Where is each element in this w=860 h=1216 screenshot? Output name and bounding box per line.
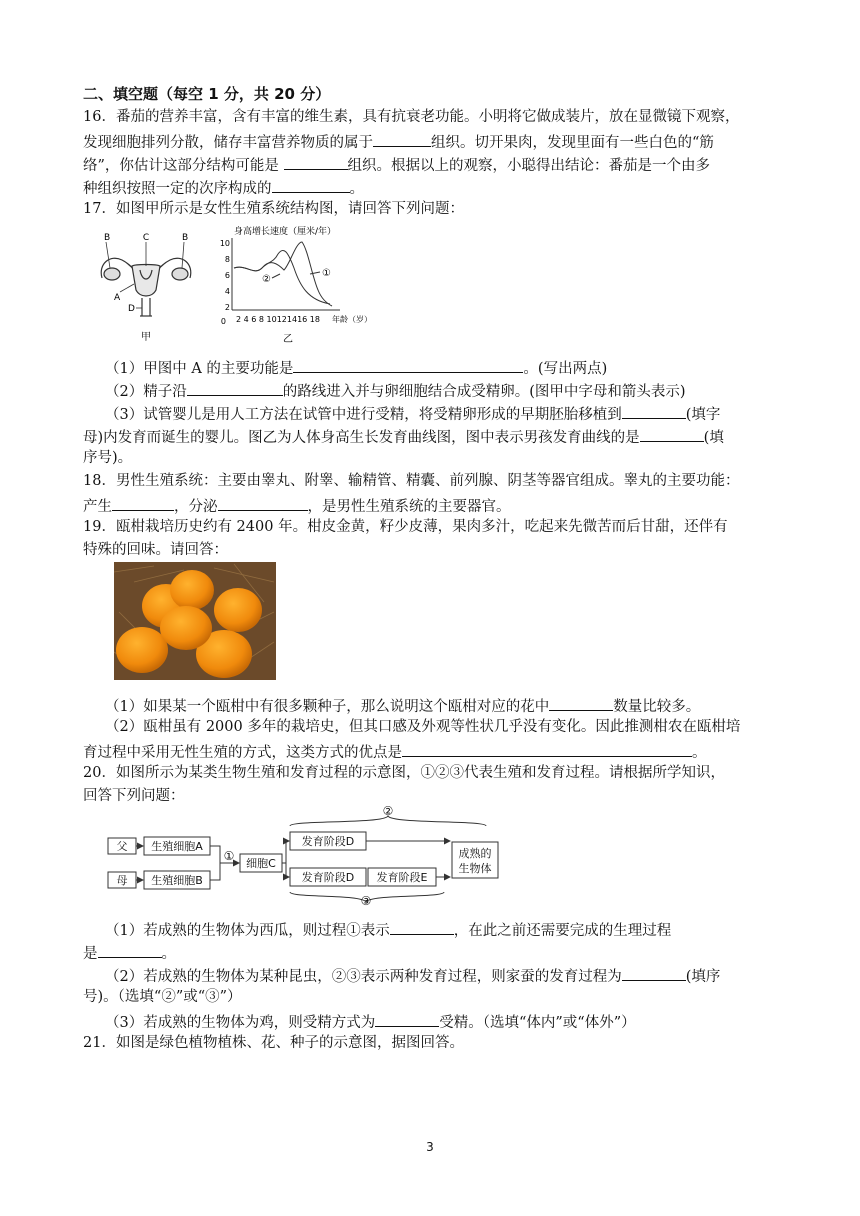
chart-x-label: 年龄（岁） <box>332 315 372 324</box>
cell-c-label: 细胞C <box>246 857 276 870</box>
brace-bottom-label: ③ <box>360 894 372 906</box>
q17-part-3-end: 序号)。 <box>83 450 133 466</box>
cell-b-label: 生殖细胞B <box>151 874 203 887</box>
female-reproductive-figure <box>96 226 196 344</box>
answer-blank[interactable] <box>375 1010 439 1027</box>
q16-line-3: 络”，你估计这部分结构可能是 组织。根据以上的观察，小聪得出结论：番茄是一个由多 <box>83 153 800 176</box>
section-title: 二、填空题（每空 1 分，共 20 分） <box>83 85 331 103</box>
orange <box>116 627 168 673</box>
stage-e-label: 发育阶段E <box>376 871 428 884</box>
q16-line-2: 发现细胞排列分散，储存丰富营养物质的属于 组织。切开果肉，发现里面有一些白色的“筋 <box>83 130 800 153</box>
answer-blank[interactable] <box>549 694 613 711</box>
label-d: D <box>128 304 135 314</box>
stage-d-bottom-label: 发育阶段D <box>301 871 355 884</box>
q20-line-1: 20．如图所示为某类生物生殖和发育过程的示意图，①②③代表生殖和发育过程。请根据所学知识， <box>83 765 725 781</box>
label-b-right: B <box>182 233 189 243</box>
brace-top-label: ② <box>382 806 394 818</box>
orange <box>214 588 262 632</box>
curve-2-label: ② <box>262 274 271 285</box>
mature-label-1: 成熟的 <box>458 847 492 860</box>
curve-2 <box>234 250 330 304</box>
q21-line-1: 21．如图是绿色植物植株、花、种子的示意图，据图回答。 <box>83 1035 464 1051</box>
q20-part-2: （2）若成熟的生物体为某种昆虫，②③表示两种发育过程，则家蚕的发育过程为 (填序 <box>105 964 800 987</box>
q17-part-2: （2）精子沿 的路线进入并与卵细胞结合成受精卵。(图甲中字母和箭头表示) <box>105 379 800 402</box>
q18-line-1: 18．男性生殖系统：主要由睾丸、附睾、输精管、精囊、前列腺、阴茎等器官组成。睾丸的主要功能： <box>83 473 740 489</box>
answer-blank[interactable] <box>373 130 431 147</box>
q20-part-2-cont: 号)。（选填“②”或“③”） <box>83 989 242 1005</box>
q17-line-1: 17．如图甲所示是女性生殖系统结构图，请回答下列问题： <box>83 201 464 217</box>
q20-part-1-cont: 是 。 <box>83 941 800 964</box>
q20-part-1: （1）若成熟的生物体为西瓜，则过程①表示 ，在此之前还需要完成的生理过程 <box>105 918 800 941</box>
chart-y-label: 身高增长速度（厘米/年） <box>234 227 337 237</box>
answer-blank[interactable] <box>284 153 348 170</box>
answer-blank[interactable] <box>640 425 704 442</box>
q19-line-1: 19．瓯柑栽培历史约有 2400 年。柑皮金黄，籽少皮薄，果肉多汁，吃起来先微苦而后甘甜，还伴有 <box>83 519 728 535</box>
answer-blank[interactable] <box>293 356 523 373</box>
q17-part-1: （1）甲图中 A 的主要功能是 。(写出两点) <box>105 356 800 379</box>
q19-part-1: （1）如果某一个瓯柑中有很多颗种子，那么说明这个瓯柑对应的花中 数量比较多。 <box>105 694 800 717</box>
q17-part-3: （3）试管婴儿是用人工方法在试管中进行受精，将受精卵形成的早期胚胎移植到 (填字 <box>105 402 800 425</box>
answer-blank[interactable] <box>218 494 308 511</box>
oranges-photo <box>114 562 276 680</box>
q16-line-1: 16．番茄的营养丰富，含有丰富的维生素，具有抗衰老功能。小明将它做成装片，放在显微镜下观察， <box>83 109 740 125</box>
q19-line-2: 特殊的回味。请回答： <box>83 542 228 558</box>
label-b-left: B <box>104 233 111 243</box>
answer-blank[interactable] <box>187 379 283 396</box>
answer-blank[interactable] <box>622 964 686 981</box>
q20-part-3: （3）若成熟的生物体为鸡，则受精方式为 受精。（选填“体内”或“体外”） <box>105 1010 800 1033</box>
q16-line-4: 种组织按照一定的次序构成的 。 <box>83 176 800 199</box>
answer-blank[interactable] <box>390 918 454 935</box>
answer-blank[interactable] <box>98 941 162 958</box>
y-tick: 4 <box>224 287 230 296</box>
step-1-label: ① <box>223 849 235 863</box>
mother-label: 母 <box>116 874 128 887</box>
y-tick: 6 <box>224 271 230 280</box>
q19-part-2-cont: 育过程中采用无性生殖的方式，这类方式的优点是 。 <box>83 740 800 763</box>
q20-line-2: 回答下列问题： <box>83 788 185 804</box>
stage-d-top-label: 发育阶段D <box>301 835 355 848</box>
answer-blank[interactable] <box>402 740 692 757</box>
figure-caption-yi: 乙 <box>283 334 293 345</box>
y-tick: 10 <box>219 239 230 248</box>
q19-part-2: （2）瓯柑虽有 2000 多年的栽培史，但其口感及外观等性状几乎没有变化。因此推测柑农在瓯柑培 <box>105 719 741 735</box>
y-tick: 2 <box>224 303 230 312</box>
mature-label-2: 生物体 <box>458 862 492 875</box>
father-label: 父 <box>116 840 128 853</box>
answer-blank[interactable] <box>112 494 174 511</box>
q17-part-3-cont: 母)内发育而诞生的婴儿。图乙为人体身高生长发育曲线图，图中表示男孩发育曲线的是 (填 <box>83 425 800 448</box>
q18-line-2: 产生 ，分泌 ，是男性生殖系统的主要器官。 <box>83 494 800 517</box>
answer-blank[interactable] <box>622 402 686 419</box>
height-growth-chart <box>212 224 382 346</box>
label-c: C <box>142 233 150 243</box>
curve-1 <box>234 242 332 306</box>
x-tick-labels: 2 4 6 8 10121416 18 <box>236 315 320 324</box>
page-number: 3 <box>426 1140 434 1154</box>
label-a: A <box>114 293 121 303</box>
y-tick-labels <box>220 239 230 312</box>
answer-blank[interactable] <box>272 176 350 193</box>
y-tick: 8 <box>224 255 230 264</box>
cell-a-label: 生殖细胞A <box>151 840 203 853</box>
figure-caption-jia: 甲 <box>141 332 151 343</box>
orange <box>160 606 212 650</box>
y-tick: 0 <box>220 317 226 326</box>
curve-1-label: ① <box>322 268 331 279</box>
reproduction-flow-diagram <box>104 806 504 906</box>
orange <box>170 570 214 610</box>
